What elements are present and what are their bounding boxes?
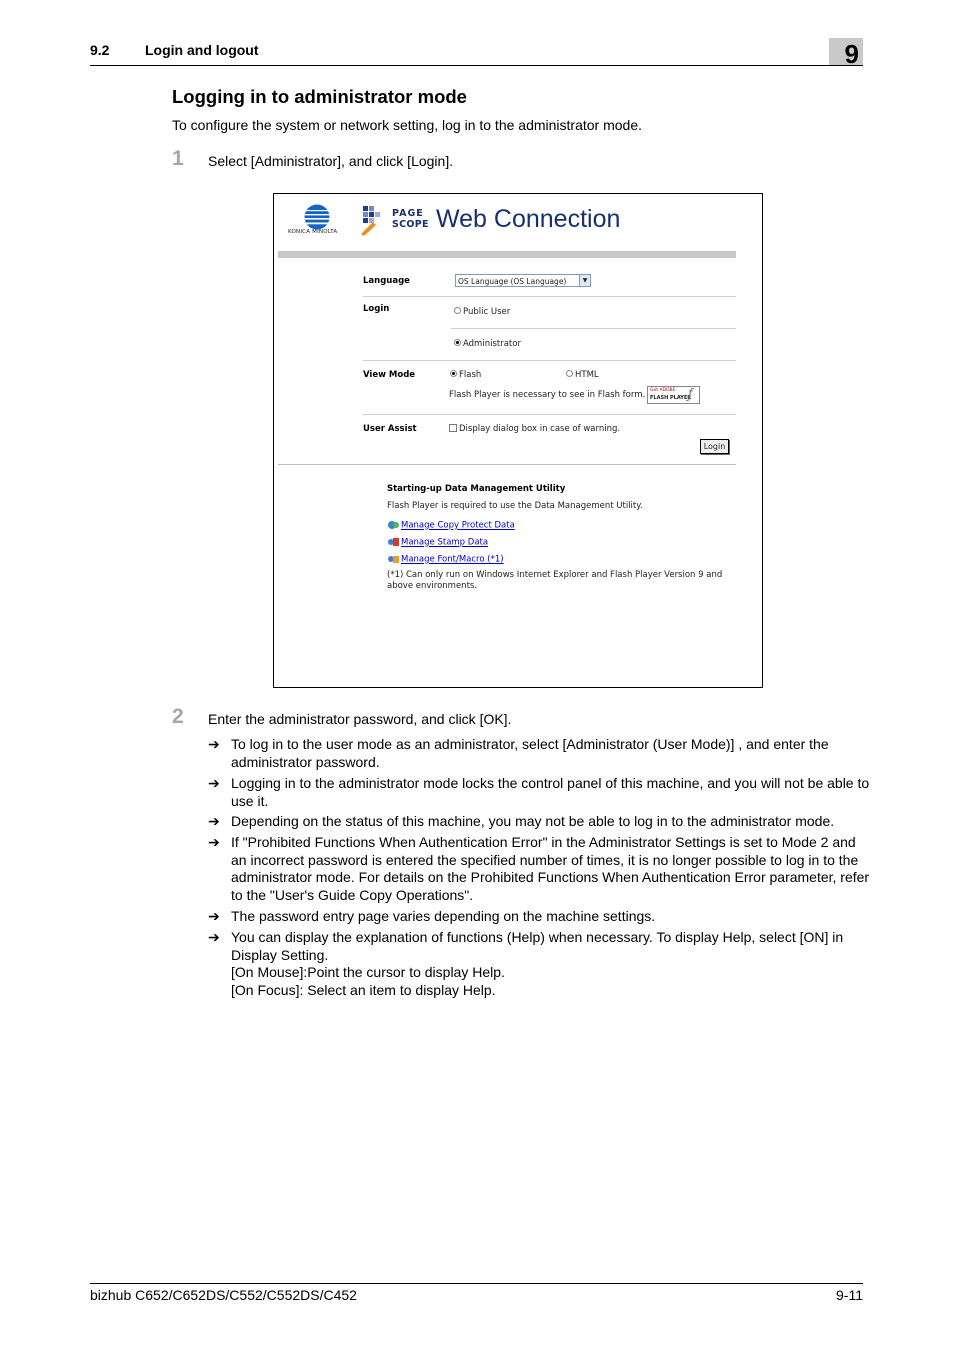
pagescope-logo-icon [359, 204, 389, 236]
bullet-text: If "Prohibited Functions When Authentication Error" in the Administrator Settings is set to Mode 2 and an incorrect password is entered the specified number of times, it is no longer possible to log in to the administrator mode. For details on the Prohibited Functions When Authentication Error parameter, refer to the "User's Guide Copy Operations". [231, 834, 870, 903]
step-number: 2 [172, 705, 184, 728]
bullet-text: Logging in to the administrator mode locks the control panel of this machine, and you will not be able to use it. [231, 775, 870, 809]
link-manage-stamp[interactable]: Manage Stamp Data [387, 537, 488, 548]
font-macro-icon [387, 554, 400, 564]
language-select[interactable] [455, 274, 591, 287]
divider [278, 464, 736, 465]
flash-badge-top: Get ADOBE [650, 388, 676, 393]
user-assist-label: User Assist [363, 424, 417, 434]
konica-minolta-logo-icon [304, 204, 330, 230]
arrow-bullet-icon: ➔ [208, 736, 220, 752]
chevron-down-icon[interactable]: ▼ [579, 275, 590, 286]
arrow-bullet-icon: ➔ [208, 834, 220, 850]
footnote-line-1: (*1) Can only run on Windows Internet Explorer and Flash Player Version 9 and [387, 570, 723, 580]
header-rule [90, 65, 863, 66]
radio-circle-icon[interactable] [566, 370, 573, 377]
step-text: Enter the administrator password, and click [OK]. [208, 711, 512, 727]
bullet-text: You can display the explanation of functions (Help) when necessary. To display Help, select [ON] in Display Setting. [231, 929, 844, 963]
utility-note: Flash Player is required to use the Data Management Utility. [387, 501, 643, 511]
chapter-number: 9 [844, 39, 859, 69]
flash-badge-bottom: FLASH PLAYER [650, 395, 692, 401]
konica-minolta-brand: KONICA MINOLTA [288, 229, 338, 235]
flash-label: Flash [459, 370, 482, 380]
step-number: 1 [172, 147, 184, 170]
bullet-text: Depending on the status of this machine, you may not be able to log in to the administrator mode. [231, 813, 835, 829]
footer-rule [90, 1283, 863, 1284]
user-assist-option: Display dialog box in case of warning. [459, 424, 621, 434]
radio-selected-icon[interactable] [450, 370, 457, 377]
flash-note: Flash Player is necessary to see in Flash form. [449, 390, 646, 400]
logo-page-text: PAGE [392, 208, 424, 219]
header-section-title: Login and logout [145, 42, 259, 58]
radio-public-user[interactable] [454, 307, 510, 317]
link-manage-font-macro[interactable]: Manage Font/Macro (*1) [387, 554, 504, 565]
language-select-value: OS Language (OS Language) [458, 277, 567, 286]
link-manage-copy-protect[interactable]: Manage Copy Protect Data [387, 520, 515, 531]
arrow-bullet-icon: ➔ [208, 775, 220, 791]
html-label: HTML [575, 370, 599, 380]
arrow-bullet-icon: ➔ [208, 908, 220, 924]
view-mode-label: View Mode [363, 370, 416, 380]
footer-page-number: 9-11 [836, 1287, 863, 1303]
footer-model: bizhub C652/C652DS/C552/C552DS/C452 [90, 1287, 357, 1303]
header-bar [278, 251, 736, 258]
checkbox-icon[interactable] [449, 424, 457, 432]
radio-flash[interactable] [450, 370, 481, 380]
divider [451, 328, 736, 329]
divider [363, 360, 736, 361]
radio-html[interactable] [566, 370, 599, 380]
logo-scope-text: SCOPE [392, 219, 429, 230]
divider [363, 296, 736, 297]
radio-administrator[interactable] [454, 339, 521, 349]
bullet-text: The password entry page varies depending on the machine settings. [231, 908, 656, 924]
divider [363, 414, 736, 415]
footnote-line-2: above environments. [387, 581, 478, 591]
arrow-bullet-icon: ➔ [208, 929, 220, 945]
utility-title: Starting-up Data Management Utility [387, 484, 566, 494]
login-button[interactable]: Login [700, 439, 729, 454]
administrator-label: Administrator [463, 339, 521, 349]
copy-protect-icon [387, 520, 400, 530]
arrow-bullet-icon: ➔ [208, 813, 220, 829]
help-line-on-mouse: [On Mouse]:Point the cursor to display Help. [231, 964, 505, 980]
product-title: Web Connection [436, 205, 621, 233]
public-user-label: Public User [463, 307, 511, 317]
stamp-icon [387, 537, 400, 547]
web-connection-screenshot [273, 193, 763, 688]
flash-logo-icon: ƒ [688, 387, 693, 402]
intro-text: To configure the system or network setting, log in to the administrator mode. [172, 117, 643, 133]
bullet-text: To log in to the user mode as an administrator, select [Administrator (User Mode)] , and enter the administrator password. [231, 736, 829, 770]
radio-selected-icon[interactable] [454, 339, 461, 346]
radio-circle-icon[interactable] [454, 307, 461, 314]
step-text: Select [Administrator], and click [Login]. [208, 153, 454, 169]
user-assist-checkbox[interactable] [449, 424, 620, 434]
language-label: Language [363, 276, 410, 286]
header-section-number: 9.2 [90, 42, 110, 58]
login-label: Login [363, 304, 390, 314]
help-line-on-focus: [On Focus]: Select an item to display Help. [231, 982, 496, 998]
section-title: Logging in to administrator mode [172, 86, 467, 107]
get-flash-player-badge[interactable] [647, 386, 700, 404]
